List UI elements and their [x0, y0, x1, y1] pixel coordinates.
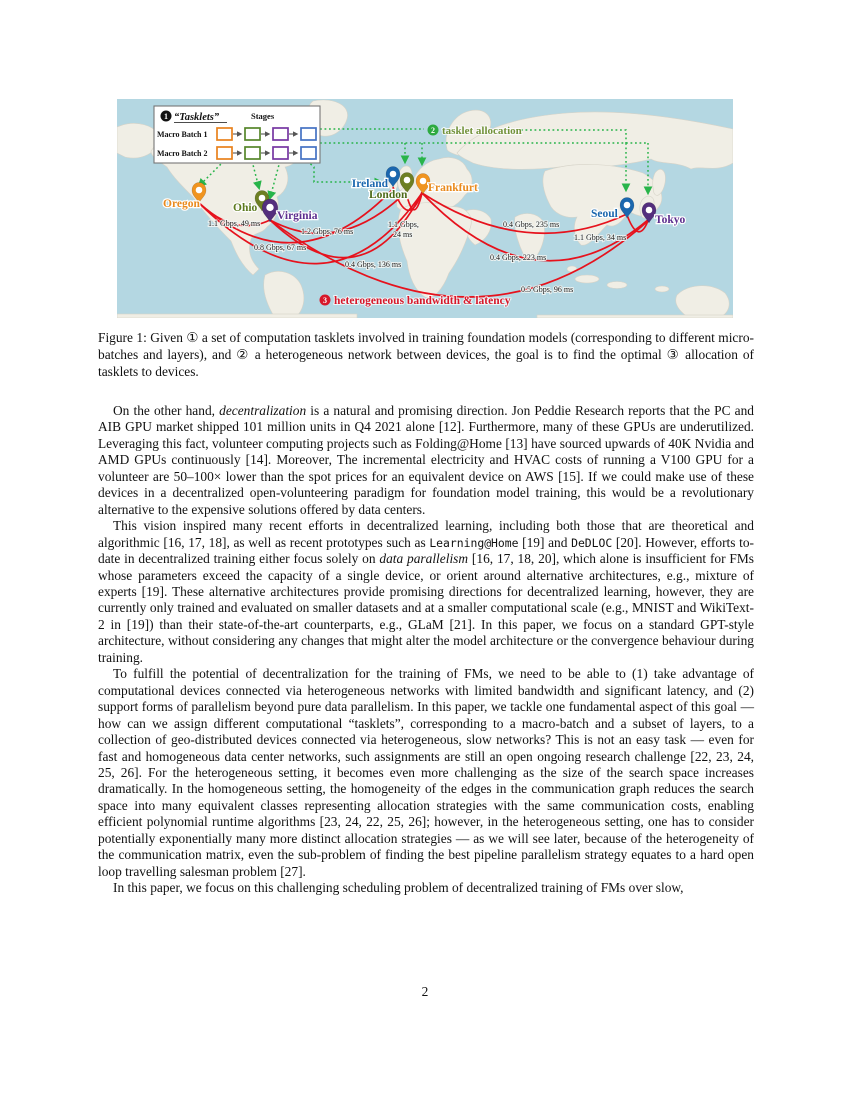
figure-1: [117, 99, 733, 318]
text-run: decentralization: [219, 403, 307, 418]
city-label-tokyo: Tokyo: [655, 214, 686, 226]
stages-label: Stages: [251, 111, 275, 121]
link-label-seoul-tokyo: 1.1 Gbps, 34 ms: [574, 233, 627, 242]
figure-caption: Figure 1: Given ① a set of computation tasklets involved in training foundation models (corresponding to different micro-batches and layers), and ② a heterogeneous network between devices, the goal is to find the optimal ③ allocation of tasklets to devices.: [98, 330, 754, 379]
city-label-ireland: Ireland: [351, 178, 388, 190]
text-run: is a natural and promising direction. Jon Peddie Research reports that the PC and AIB GPU market shipped 101 million units in Q4 2021 alone [12]. Furthermore, many of these GPUs are underutilized. Leveraging this fact, volunteer computing projects such as Folding@Home [13] have sourced upwards of 40K Nvidia and AMD GPUs continuously [14]. Moreover, The incremental electricity and HVAC costs of running a V100 GPU for a volunteer are 50–100× lower than the spot prices for an equivalent device on AWS [15]. If we could make use of these devices in a decentralized open-volunteering paradigm for foundation model training, this would be a revolutionary alternative to the expensive solutions offered by data centers.: [98, 403, 754, 517]
allocation-callout: [428, 125, 522, 138]
link-label-us-asia: 0.5 Gbps, 96 ms: [521, 285, 574, 294]
allocation-badge-number: 2: [431, 126, 435, 135]
link-label-europe-local-1: 1.1 Gbps,: [388, 220, 419, 229]
paragraph: [98, 880, 754, 896]
link-label-europe-tokyo: 0.4 Gbps, 223 ms: [490, 253, 547, 262]
link-label-virginia-london: 1.2 Gbps, 76 ms: [301, 227, 354, 236]
allocation-label: tasklet allocation: [442, 125, 522, 137]
link-label-oregon-virginia: 1.1 Gbps, 49 ms: [208, 219, 261, 228]
city-label-oregon: Oregon: [163, 198, 200, 210]
city-label-frankfurt: Frankfurt: [428, 182, 478, 194]
paragraph: [98, 518, 754, 666]
text-run: To fulfill the potential of decentralization for the training of FMs, we need to be able to (1) take advantage of computational devices connected via heterogeneous networks with limited bandwidth and significant latency, and (2) support forms of parallelism beyond pure data parallelism. In this paper, we tackle one fundamental aspect of this goal — how can we assign different computational “tasklets”, corresponding to a macro-batch and a subset of layers, to a collection of geo-distributed devices connected via heterogeneous, slow networks? This is not an easy task — even for fast and homogeneous data center networks, such assignments are still an open ongoing research challenge [22, 23, 24, 25, 26]. For the heterogeneous setting, it becomes even more challenging as the size of the search space increases dramatically. In the homogeneous setting, the homogeneity of the edges in the communication graph reduces the search space into many equivalent classes representing allocation strategies with the same communication costs, enabling efficient polynomial runtime algorithms [23, 24, 22, 25, 26]; however, in the heterogeneous setting, one has to consider potentially exponentially many more distinct allocation strategies — as we will see later, because of the heterogeneity of the communication matrix, even the sub-problem of finding the best pipeline parallelism strategy equates to a hard open loop travelling salesman problem [27].: [98, 666, 754, 879]
bandwidth-note: [320, 295, 511, 308]
link-label-europe-local-2: 24 ms: [393, 230, 413, 239]
text-run: Learning@Home: [429, 535, 519, 550]
text-run: On the other hand,: [113, 403, 220, 418]
city-label-seoul: Seoul: [591, 208, 618, 220]
link-label-virginia-frankfurt: 0.4 Gbps, 136 ms: [345, 260, 402, 269]
note-label: heterogeneous bandwidth & latency: [334, 295, 511, 307]
macro-batch-1-label: Macro Batch 1: [157, 130, 208, 139]
world-map: [117, 99, 733, 318]
note-badge-number: 3: [323, 296, 327, 305]
text-run: [19] and: [518, 534, 572, 550]
text-run: data parallelism: [379, 551, 469, 567]
link-label-oregon-europe: 0.8 Gbps, 67 ms: [254, 243, 307, 252]
tasklets-legend: [154, 106, 320, 163]
paragraph: [98, 666, 754, 880]
text-run: DeDLOC: [571, 535, 613, 550]
page-number: 2: [421, 984, 429, 999]
tasklets-title: “Tasklets”: [174, 112, 220, 123]
body-paragraphs: [98, 403, 754, 897]
text-run: In this paper, we focus on this challenging scheduling problem of decentralized training of FMs over slow,: [113, 880, 684, 896]
text-run: [16, 17, 18, 20], which alone is insufficient for FMs whose parameters exceed the capacity of a single device, or orient around alternative architectures, e.g., mixture of experts [19]. These alternative architectures provide promising directions for decentralized learning, however, they are currently only trained and evaluated on smaller datasets and at a smaller computational scale (e.g., MNIST and WikiText-2 in [19]) than their state-of-the-art counterparts, e.g., GLaM [21]. In this paper, we focus on a standard GPT-style architecture, without considering any changes that might alter the model architecture or the convergence behaviour during training.: [98, 551, 754, 665]
text-run: This vision inspired many recent efforts in decentralized learning, including both those that are theoretical and algorithmic [16, 17, 18], as well as recent prototypes such as: [98, 518, 754, 550]
link-label-europe-seoul: 0.4 Gbps, 235 ms: [503, 220, 560, 229]
city-label-ohio: Ohio: [233, 202, 258, 214]
tasklets-badge-number: 1: [164, 112, 168, 121]
city-label-london: London: [369, 189, 408, 201]
city-label-virginia: Virginia: [277, 210, 318, 222]
text-run: [20]. However, efforts to-date in decentralized training either focus solely on: [98, 534, 754, 567]
paragraph: [98, 403, 754, 518]
macro-batch-2-label: Macro Batch 2: [157, 149, 208, 158]
